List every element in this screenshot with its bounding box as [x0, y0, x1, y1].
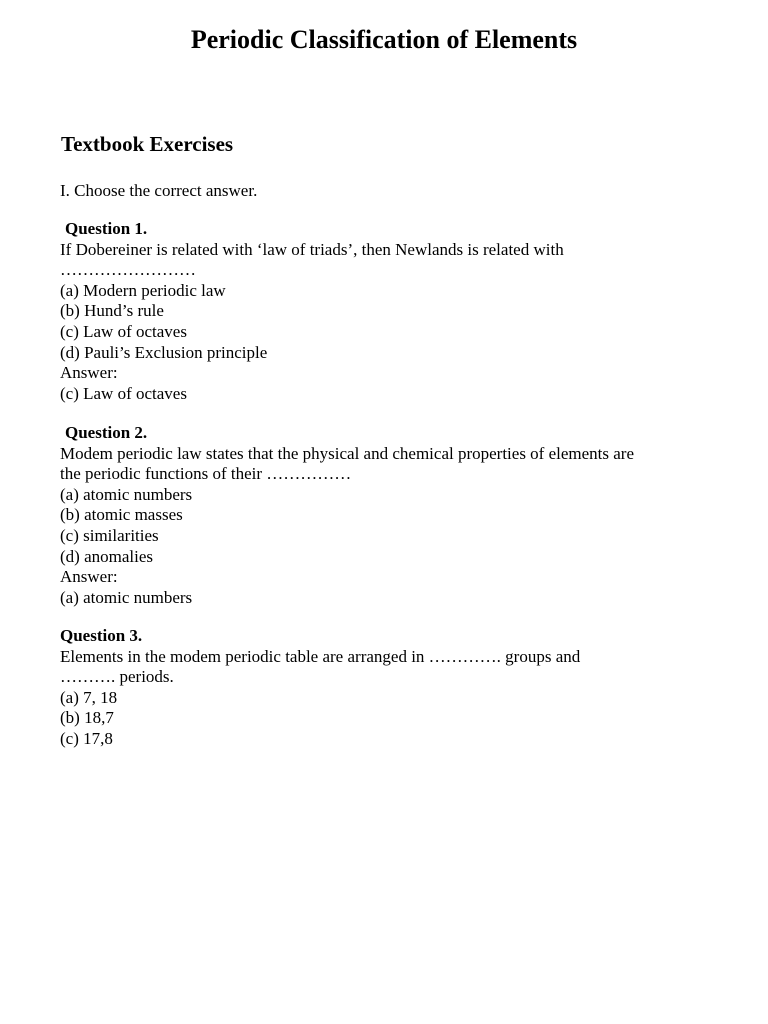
question-3 — [60, 626, 740, 750]
question-heading: Question 3. — [60, 626, 143, 645]
answer-text: (c) Law of octaves — [60, 383, 187, 403]
option-d: (d) Pauli’s Exclusion principle — [60, 342, 268, 362]
page-title: Periodic Classification of Elements — [190, 25, 578, 54]
option-a: (a) Modern periodic law — [60, 280, 226, 300]
question-text-line: Modem periodic law states that the physical and chemical properties of elements are — [60, 443, 635, 463]
option-b: (b) atomic masses — [60, 505, 183, 525]
answer-label: Answer: — [60, 567, 118, 587]
question-text-line: …………………… — [60, 260, 196, 280]
option-a: (a) 7, 18 — [60, 687, 118, 707]
instruction-text: I. Choose the correct answer. — [60, 181, 258, 200]
option-c: (c) similarities — [60, 525, 159, 545]
question-1 — [60, 219, 740, 404]
question-2 — [60, 423, 740, 608]
question-heading: Question 2. — [65, 423, 148, 442]
option-c: (c) Law of octaves — [60, 321, 187, 341]
option-b: (b) Hund’s rule — [60, 301, 164, 321]
question-heading: Question 1. — [65, 219, 148, 238]
option-a: (a) atomic numbers — [60, 484, 193, 504]
question-text-line: the periodic functions of their …………… — [60, 464, 352, 484]
question-text-line: Elements in the modem periodic table are arranged in …………. groups and — [60, 646, 581, 666]
answer-text: (a) atomic numbers — [60, 587, 193, 607]
option-c: (c) 17,8 — [60, 728, 113, 748]
option-d: (d) anomalies — [60, 546, 153, 566]
question-text-line: If Dobereiner is related with ‘law of triads’, then Newlands is related with — [60, 239, 564, 259]
question-text-line: ………. periods. — [60, 667, 174, 687]
section-heading: Textbook Exercises — [61, 132, 234, 156]
answer-label: Answer: — [60, 363, 118, 383]
option-b: (b) 18,7 — [60, 708, 114, 728]
